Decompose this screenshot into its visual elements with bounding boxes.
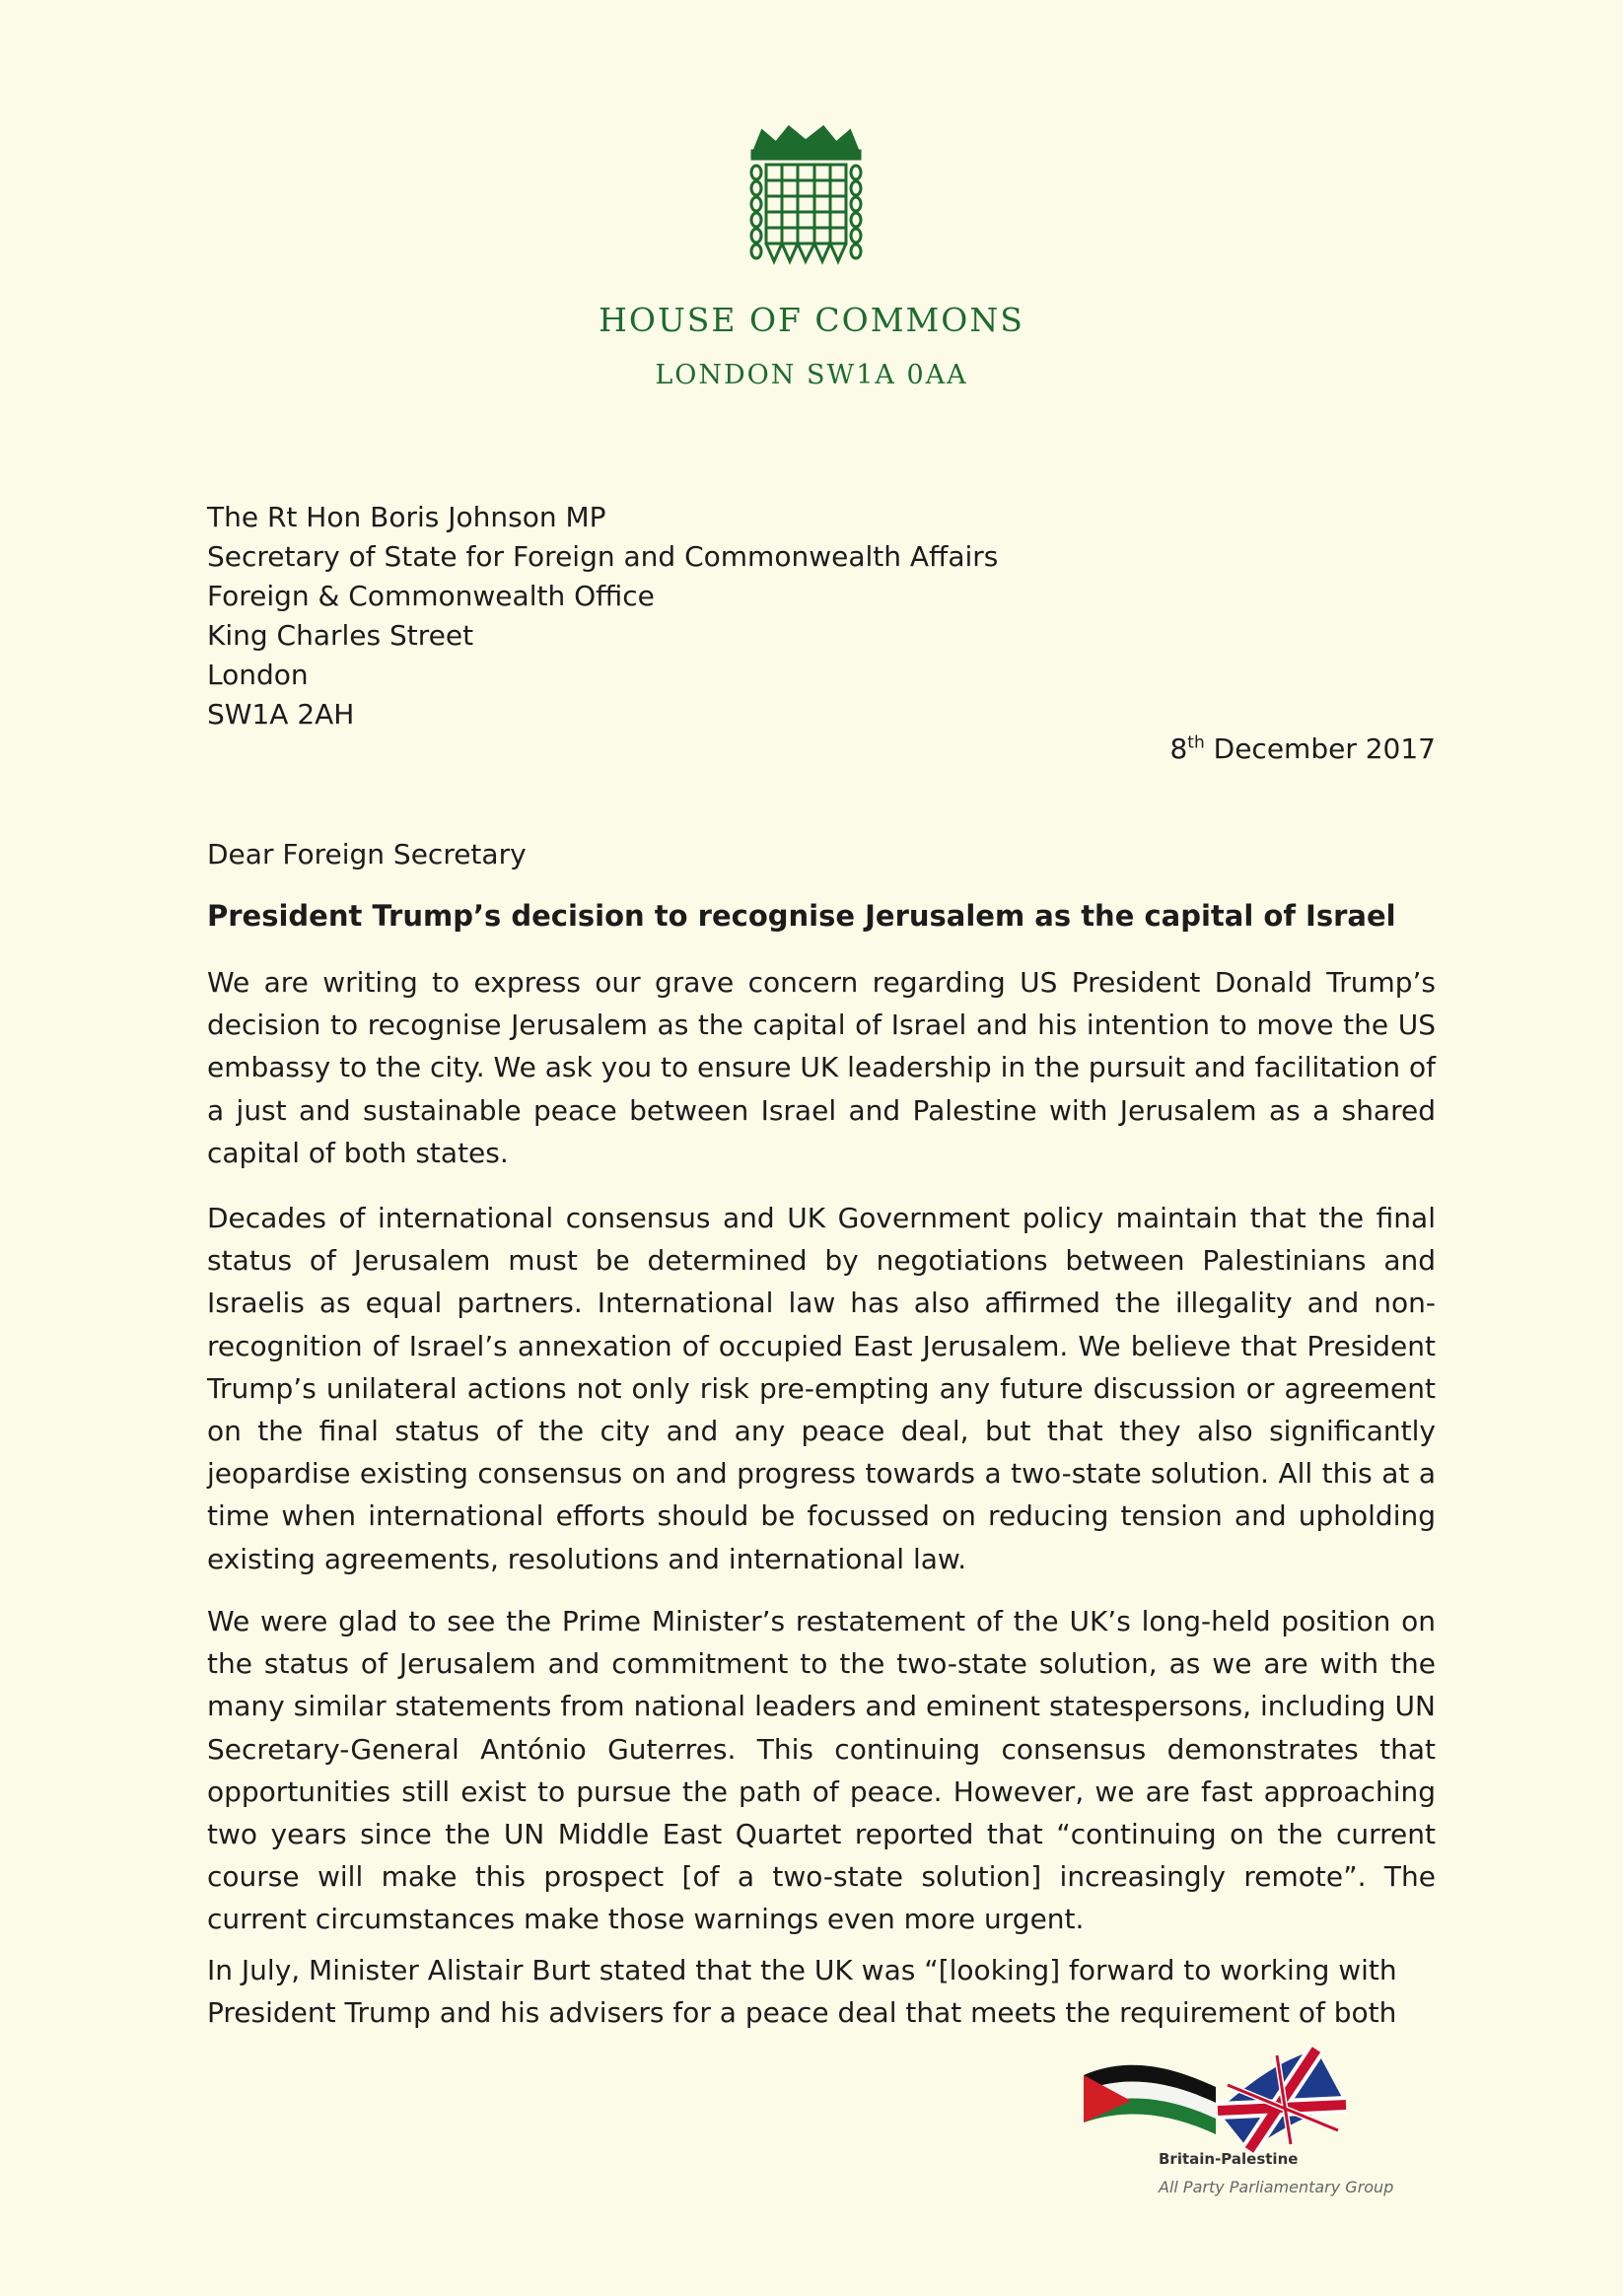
- portcullis-crown-icon: [744, 123, 868, 271]
- appg-name: Britain-Palestine: [1159, 2150, 1299, 2168]
- recipient-line: Foreign & Commonwealth Office: [207, 580, 655, 612]
- recipient-line: SW1A 2AH: [207, 698, 355, 731]
- recipient-line: Secretary of State for Foreign and Commonwealth Affairs: [207, 540, 999, 573]
- recipient-line: London: [207, 659, 309, 691]
- palestine-union-jack-flags-icon: [1080, 2046, 1356, 2154]
- letter-subject: President Trump’s decision to recognise Jerusalem as the capital of Israel: [207, 899, 1396, 933]
- appg-subtitle: All Party Parliamentary Group: [1159, 2178, 1394, 2196]
- letterhead-name: HOUSE OF COMMONS: [599, 301, 1024, 339]
- date-day: 8: [1169, 732, 1188, 765]
- recipient-address: [207, 498, 998, 734]
- recipient-line: King Charles Street: [207, 619, 474, 652]
- date-suffix: th: [1187, 732, 1205, 753]
- letter-date: [1169, 732, 1436, 765]
- body-paragraph: In July, Minister Alistair Burt stated that the UK was “[looking] forward to working with President Trump and his advisers for a peace deal that meets the requirement of both: [207, 1954, 1397, 2030]
- date-rest: December 2017: [1204, 732, 1436, 765]
- recipient-line: The Rt Hon Boris Johnson MP: [207, 501, 606, 533]
- letterhead-address: LONDON SW1A 0AA: [655, 360, 968, 390]
- body-paragraph: We were glad to see the Prime Minister’s restatement of the UK’s long-held position on the status of Jerusalem and commitment to the two-state solution, as we are with the many similar statements from national leaders and eminent statespersons, including UN Secretary-General António Guterres. This continuing consensus demonstrates that opportunities still exist to pursue the path of peace. However, we are fast approaching two years since the UN Middle East Quartet reported that “continuing on the current course will make this prospect [of a two-state solution] increasingly remote”. The current circumstances make those warnings even more urgent.: [207, 1605, 1436, 1936]
- body-paragraph: We are writing to express our grave concern regarding US President Donald Trump’s decision to recognise Jerusalem as the capital of Israel and his intention to move the US embassy to the city. We ask you to ensure UK leadership in the pursuit and facilitation of a just and sustainable peace between Israel and Palestine with Jerusalem as a shared capital of both states.: [207, 966, 1436, 1169]
- salutation: Dear Foreign Secretary: [207, 838, 527, 870]
- body-paragraph: Decades of international consensus and UK Government policy maintain that the final status of Jerusalem must be determined by negotiations between Palestinians and Israelis as equal partners. International law has also affirmed the illegality and non-recognition of Israel’s annexation of occupied East Jerusalem. We believe that President Trump’s unilateral actions not only risk pre-empting any future discussion or agreement on the final status of the city and any peace deal, but that they also significantly jeopardise existing consensus on and progress towards a two-state solution. All this at a time when international efforts should be focussed on reducing tension and upholding existing agreements, resolutions and international law.: [207, 1202, 1436, 1575]
